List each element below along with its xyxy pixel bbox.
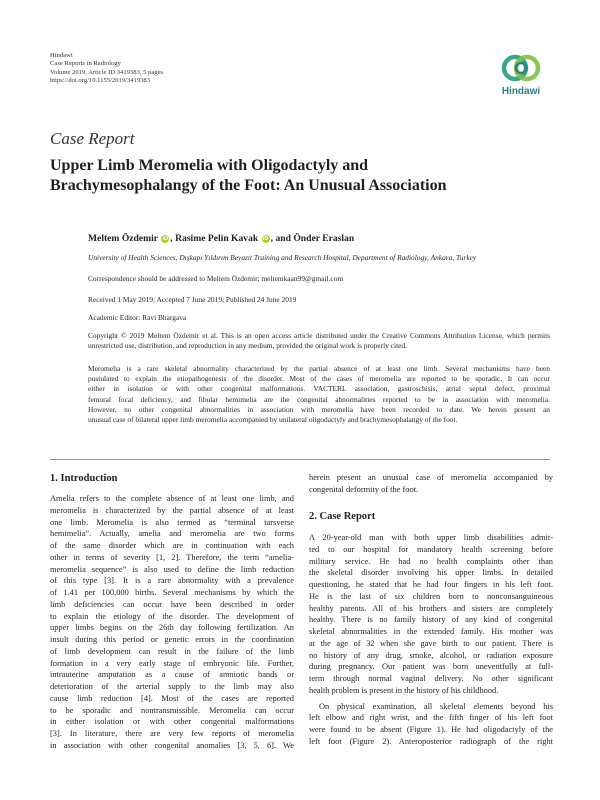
- body-line: no history of any drug, smoke, alcohol, or radiation exposure: [309, 650, 553, 660]
- correspondence: Correspondence should be addressed to Meltem Özdemir; meltemkaan99@gmail.com: [88, 274, 344, 283]
- body-line: limb deficiencies can occur have been described in order: [50, 599, 294, 609]
- hindawi-logo: [494, 50, 548, 106]
- body-line: of 1.41 per 100,000 births. Several mechanisms by which the: [50, 588, 294, 597]
- logo-text: Hindawi: [501, 86, 541, 97]
- body-line: health problem is present in the history of his childhood.: [309, 685, 499, 695]
- abstract-line: postulated to explain the etiopathogenesis of the disorder. Most of the cases of meromelia are reported to be sporadic. It can occur: [88, 374, 550, 384]
- body-line: other in terms of severity [1, 2]. Therefore, the term “amelia-: [50, 552, 294, 562]
- author-3[interactable]: , and Önder Eraslan: [270, 233, 355, 244]
- orcid-icon[interactable]: iD: [262, 236, 269, 242]
- body-line: in association with other congenital anomalies [3, 5, 6]. We: [50, 740, 294, 750]
- article-title: [50, 156, 550, 196]
- body-line: healthy. There is no family history of any kind of congenital: [309, 615, 553, 625]
- body-line: left elbow and right wrist, and the fifth finger of his left foot: [309, 713, 553, 723]
- volume-info: Volume 2019, Article ID 3419383, 5 pages: [50, 68, 164, 76]
- abstract-line: either in isolation or with other congenital malformations. VACTERL association, gastroschisis, atrial septal defect, proximal: [88, 384, 550, 394]
- author-2[interactable]: , Rasime Pelin Kavak: [170, 233, 259, 244]
- body-line: military service. He had no health complaints other than: [309, 556, 553, 566]
- body-line: at the age of 32 when she gave birth to our patient. There is: [309, 638, 553, 648]
- body-line: intrauterine amputation as a cause of amniotic bands or: [50, 670, 294, 680]
- divider: [50, 459, 550, 460]
- body-line: [3]. In literature, there are very few reports of meromelia: [50, 729, 294, 738]
- hindawi-logo-icon: [494, 50, 548, 86]
- copyright-notice: Copyright © 2019 Meltem Özdemir et al. This is an open access article distributed under the Creative Commons Attribution License, which permits unrestricted use, distribution, and reproduction in any medium, provided the original work is properly cited.: [88, 331, 550, 350]
- body-line: in either isolation or with other congenital malformations: [50, 717, 294, 727]
- publisher-name: Hindawi: [50, 52, 73, 59]
- journal-name: Case Reports in Radiology: [50, 60, 121, 68]
- journal-header: [50, 52, 163, 86]
- body-line: of the same disorder which are in continuation with each: [50, 541, 294, 550]
- body-line: during pregnancy. Our patient was born uneventfully at full-: [309, 662, 553, 672]
- body-line: cause limb reduction [4]. Most of the cases are reported: [50, 693, 294, 703]
- author-list: [88, 233, 354, 244]
- body-line: ted to our hospital for mandatory health screening before: [309, 544, 553, 554]
- body-line: On physical examination, all skeletal elements beyond his: [319, 701, 553, 711]
- section-heading-introduction: 1. Introduction: [50, 473, 118, 484]
- publication-dates: Received 1 May 2019; Accepted 7 June 2019; Published 24 June 2019: [88, 295, 297, 304]
- introduction-continued: [309, 472, 553, 496]
- introduction-body: [50, 493, 294, 752]
- abstract-line: unusual case of bilateral upper limb meromelia accompanied by unilateral oligodactyly and brachymesophalangy of the foot.: [88, 415, 458, 425]
- body-line: skeletal abnormalities in the extended family. His mother was: [309, 627, 553, 636]
- title-line-2: Brachymesophalangy of the Foot: An Unusual Association: [50, 177, 447, 194]
- academic-editor: Academic Editor: Ravi Bhargava: [88, 313, 187, 322]
- body-line: left foot (Figure 2). Anteroposterior radiograph of the right: [309, 736, 553, 746]
- orcid-icon[interactable]: iD: [162, 236, 169, 242]
- section-heading-case-report: 2. Case Report: [309, 511, 376, 522]
- body-line: to be sporadic and nontransmissible. Meromelia can occur: [50, 705, 294, 715]
- body-line: hemimelia”. Actually, amelia and meromelia are two forms: [50, 529, 294, 539]
- body-line: meromelia is characterized by the partial absence of at least: [50, 505, 294, 515]
- body-line: healthy parents. All of his brothers and sisters are completely: [309, 603, 553, 613]
- doi-link[interactable]: https://doi.org/10.1155/2019/3419383: [50, 77, 151, 85]
- title-line-1: Upper Limb Meromelia with Oligodactyly and: [50, 157, 369, 174]
- body-line: A 20-year-old man with both upper limb disabilities admit-: [309, 533, 553, 542]
- author-1[interactable]: Meltem Özdemir: [88, 233, 158, 244]
- body-line: of this type [3]. It is a rare abnormality with a prevalence: [50, 576, 294, 586]
- body-line: the skeletal disorder involving his upper limbs. In detailed: [309, 568, 553, 578]
- body-line: questioning, he stated that he had four fingers in his left foot.: [309, 580, 553, 589]
- body-line: insult during this period or genetic errors in the coordination: [50, 635, 294, 644]
- body-line: term through normal vaginal delivery. No other significant: [309, 674, 553, 683]
- abstract-line: Meromelia is a rare skeletal abnormality characterized by the partial absence of at least one limb. Several mechanisms have been: [88, 364, 550, 373]
- body-line: of limb development can result in the failure of the limb: [50, 646, 294, 656]
- case-report-body: [309, 532, 553, 748]
- abstract-line: However, no other congenital abnormalities in association with meromelia have been recorded to date. We herein present an: [88, 404, 550, 414]
- body-line: one limb. Meromelia is also termed as “terminal tarsverse: [50, 517, 294, 527]
- body-line: upper limbs begins on the 26th day following fertilization. An: [50, 623, 294, 633]
- body-line: formation in a very early stage of embryonic life. Further,: [50, 658, 294, 668]
- abstract-line: femoral focal deficiency, and fibular hemimelia are the congenital abnormalities reported to be in association with meromelia.: [88, 394, 550, 404]
- body-line: Amelia refers to the complete absence of at least one limb, and: [50, 494, 294, 503]
- body-line: herein present an unusual case of meromelia accompanied by: [309, 473, 553, 482]
- abstract: [88, 364, 550, 425]
- body-line: He is the last of six children born to nonconsanguineous: [309, 591, 553, 601]
- affiliation: University of Health Sciences, Dışkapı Yıldırım Beyazıt Training and Research Hospital, Department of Radiology, Ankara, Turkey: [88, 253, 477, 262]
- body-line: meromelia sequence” is also used to define the limb reduction: [50, 564, 294, 574]
- article-type: Case Report: [50, 129, 135, 148]
- body-line: congenital deformity of the foot.: [309, 484, 419, 494]
- body-line: to explain the etiology of the disorder. The development of: [50, 611, 294, 621]
- body-line: deterioration of the arterial supply to the limb may also: [50, 682, 294, 691]
- body-line: were found to be absent (Figure 1). He had oligodactyly of the: [309, 725, 553, 734]
